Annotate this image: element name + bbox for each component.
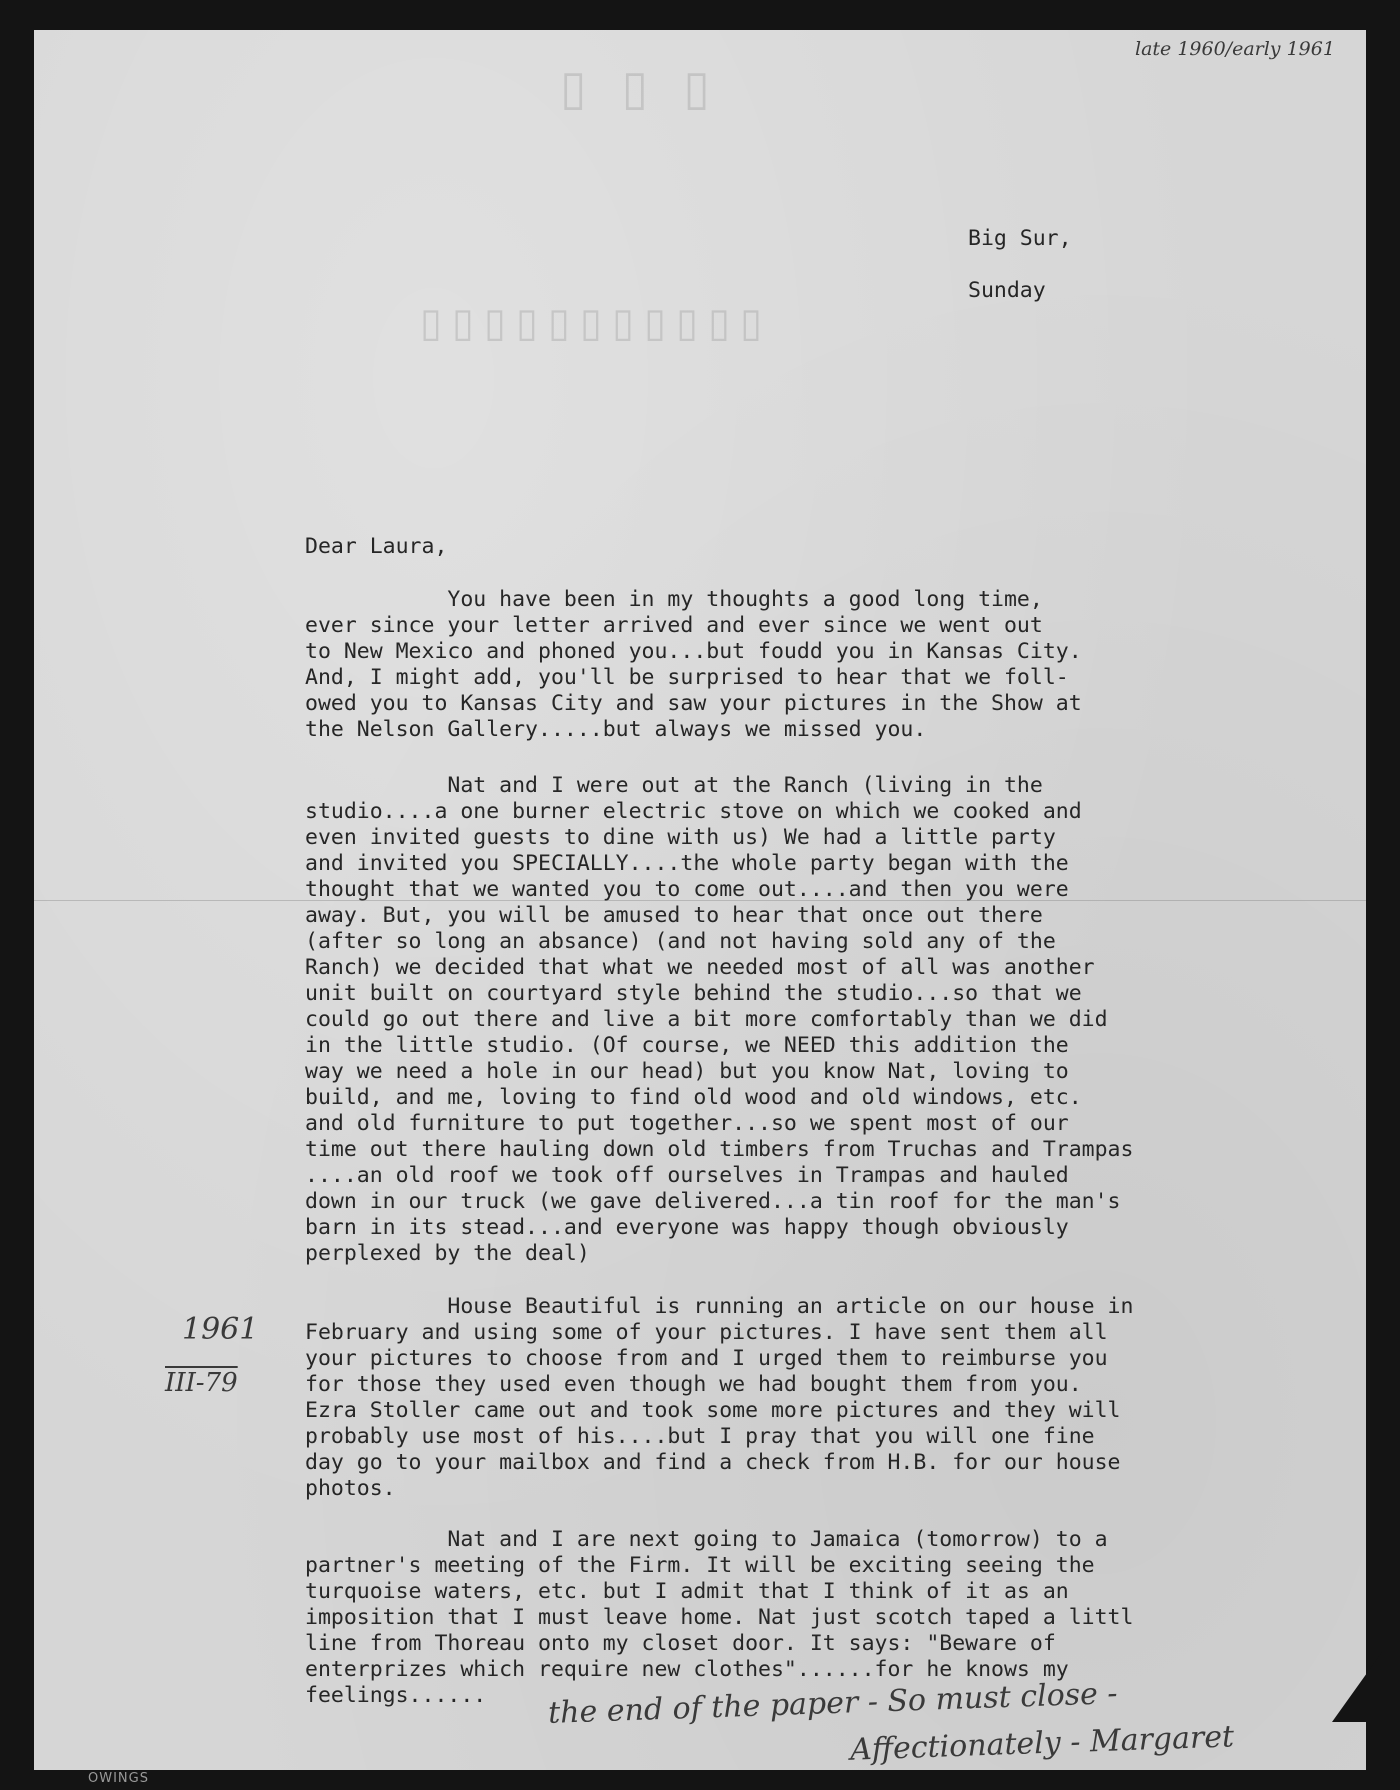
salutation: Dear Laura, <box>305 534 448 559</box>
bleed-through-mark: ▯ ▯ ▯ <box>560 60 720 116</box>
handwritten-signature: Affectionately - Margaret <box>849 1719 1235 1768</box>
body-paragraph: You have been in my thoughts a good long time, ever since your letter arrived and ever since we went out to New Mexico and phoned you...but foudd you in Kansas City. And, I might add, you'll be surprised to hear that we foll- owed you to Kansas City and saw your pictures in the Show at the Nelson Gallery.....but always we missed you. <box>305 587 1082 742</box>
margin-year: 1961 <box>182 1312 259 1347</box>
body-paragraph: House Beautiful is running an article on our house in February and using some of your pictures. I have sent them all your pictures to choose from and I urged them to reimburse you for those they used even though we had bought them from you. Ezra Stoller came out and took some more pictures and they will probably use most of his....but I pray that you will one fine day go to your mailbox and find a check from H.B. for our house photos. <box>305 1294 1134 1501</box>
handwritten-closing: the end of the paper - So must close - <box>547 1676 1119 1731</box>
body-paragraph: Nat and I were out at the Ranch (living in the studio....a one burner electric stove on which we cooked and even invited guests to dine with us) We had a little party and invited you SPECIALLY....the whole party began with the thought that we wanted you to come out....and then you were away. But, you will be amused to hear that once out there (after so long an absance) (and not having sold any of the Ranch) we decided that what we needed most of all was another unit built on courtyard style behind the studio...so that we could go out there and live a bit more comfortably than we did in the little studio. (Of course, we NEED this addition the way we need a hole in our head) but you know Nat, loving to build, and me, loving to find old wood and old windows, etc. and old furniture to put together...so we spent most of our time out there hauling down old timbers from Truchas and Trampas ....an old roof we took off ourselves in Trampas and hauled down in our truck (we gave delivered...a tin roof for the man's barn in its stead...and everyone was happy though obviously perplexed by the deal) <box>305 773 1134 1266</box>
body-paragraph: Nat and I are next going to Jamaica (tomorrow) to a partner's meeting of the Firm. It will be exciting seeing the turquoise waters, etc. but I admit that I think of it as an imposition that I must leave home. Nat just scotch taped a littl line from Thoreau onto my closet door. It says: "Beware of enterprizes which require new clothes"......for he knows my feelings...... <box>305 1527 1134 1708</box>
bleed-through-mark: ▯▯▯▯▯▯▯▯▯▯▯ <box>420 300 773 346</box>
place-line: Big Sur, <box>968 226 1072 251</box>
margin-ref: III-79 <box>165 1368 238 1398</box>
day-line: Sunday <box>968 278 1046 303</box>
archive-label: OWINGS <box>88 1771 149 1786</box>
date-annotation: late 1960/early 1961 <box>1135 38 1335 60</box>
